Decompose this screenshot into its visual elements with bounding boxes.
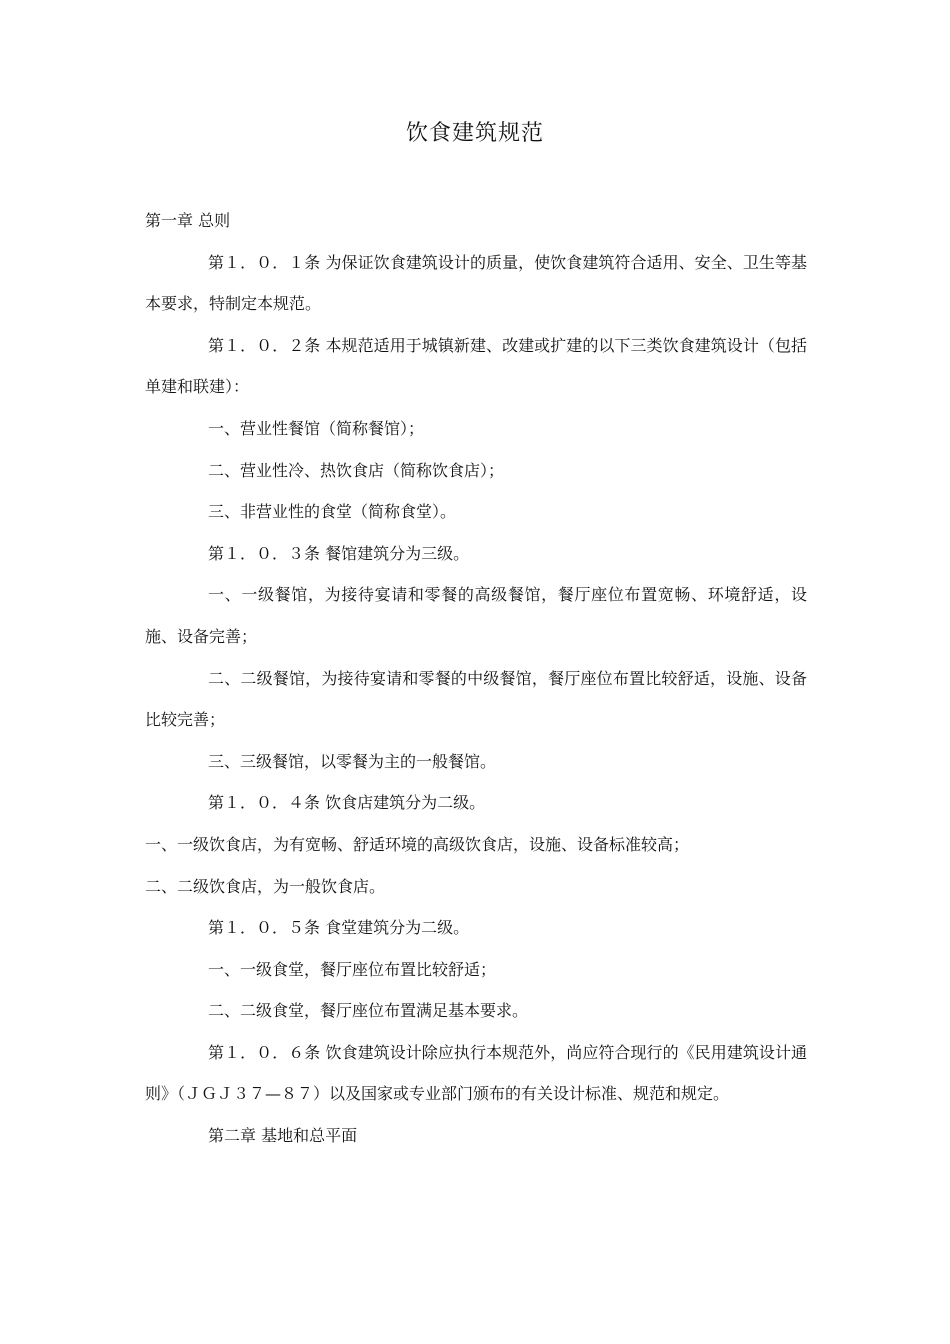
paragraph: 第１．０．５条 食堂建筑分为二级。 — [208, 918, 470, 938]
paragraph: 一、一级食堂，餐厅座位布置比较舒适； — [208, 959, 497, 979]
paragraph: 二、二级食堂，餐厅座位布置满足基本要求。 — [208, 1001, 529, 1021]
paragraph: 第二章 基地和总平面 — [208, 1126, 358, 1146]
paragraph: 第１．０．６条 饮食建筑设计除应执行本规范外，尚应符合现行的《民用建筑设计通则》（ＪＧＪ３７—８７）以及国家或专业部门颁布的有关设计标准、规范和规定。 — [145, 1042, 807, 1104]
paragraph: 一、一级餐馆，为接待宴请和零餐的高级餐馆，餐厅座位布置宽畅、环境舒适，设施、设备完善； — [145, 585, 807, 646]
paragraph: 二、营业性冷、热饮食店（简称饮食店）； — [208, 460, 505, 480]
document-title: 饮食建筑规范 — [405, 121, 544, 146]
paragraph: 三、非营业性的食堂（简称食堂）。 — [208, 502, 457, 522]
paragraph: 一、一级饮食店，为有宽畅、舒适环境的高级饮食店，设施、设备标准较高； — [145, 834, 690, 854]
document-body — [145, 200, 807, 1157]
paragraph: 三、三级餐馆，以零餐为主的一般餐馆。 — [208, 751, 497, 771]
paragraph: 二、二级饮食店，为一般饮食店。 — [145, 876, 386, 896]
paragraph: 一、营业性餐馆（简称餐馆）； — [208, 418, 425, 438]
paragraph: 第１．０．４条 饮食店建筑分为二级。 — [208, 793, 486, 813]
paragraph: 二、二级餐馆，为接待宴请和零餐的中级餐馆，餐厅座位布置比较舒适，设施、设备比较完善； — [145, 668, 807, 730]
paragraph: 第１．０．２条 本规范适用于城镇新建、改建或扩建的以下三类饮食建筑设计（包括单建和联建）： — [145, 335, 807, 397]
paragraph: 第１．０．３条 餐馆建筑分为三级。 — [208, 543, 470, 563]
paragraph: 第１．０．１条 为保证饮食建筑设计的质量，使饮食建筑符合适用、安全、卫生等基本要求，特制定本规范。 — [145, 252, 807, 314]
paragraph: 第一章 总则 — [145, 211, 231, 230]
